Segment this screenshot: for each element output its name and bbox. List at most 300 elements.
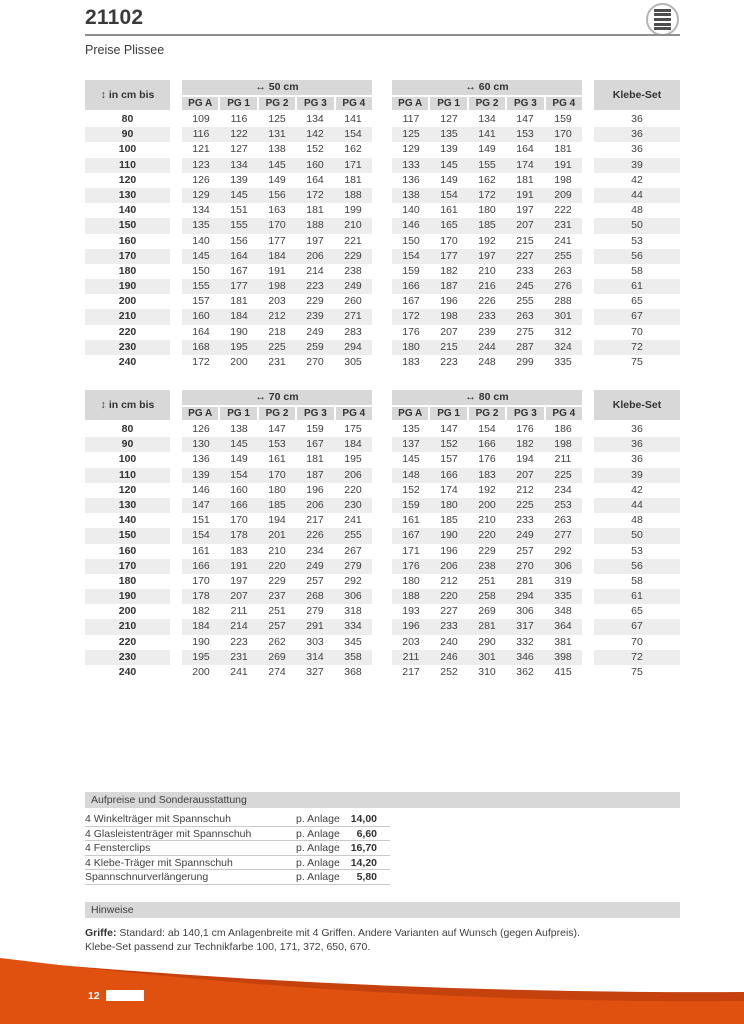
column-gap (372, 158, 392, 173)
surcharge-label: 4 Winkelträger mit Spannschuh (85, 813, 231, 825)
price-cell: 162 (478, 173, 496, 186)
price-cell: 233 (516, 264, 534, 277)
price-cell: 230 (344, 498, 362, 511)
price-cell: 149 (440, 173, 458, 186)
price-cell: 168 (192, 340, 210, 353)
price-cell: 251 (478, 574, 496, 587)
column-gap (170, 158, 182, 173)
price-cell: 139 (192, 468, 210, 481)
price-cell: 234 (306, 544, 324, 557)
price-cell: 181 (554, 143, 572, 156)
klebe-set-header: Klebe-Set (594, 80, 680, 110)
column-gap (170, 574, 182, 589)
height-label: 180 (118, 264, 137, 277)
price-cells (182, 249, 372, 264)
klebe-set-value: 70 (631, 325, 643, 338)
price-cell: 221 (344, 234, 362, 247)
price-cell: 154 (478, 423, 496, 435)
price-cell: 306 (344, 590, 362, 603)
price-cell: 255 (516, 295, 534, 308)
price-cell: 138 (268, 143, 286, 156)
price-cell: 145 (402, 453, 420, 466)
klebe-set-value: 58 (631, 264, 643, 277)
klebe-set-value: 65 (631, 605, 643, 618)
klebe-set-value: 61 (594, 589, 680, 604)
column-gap (372, 188, 392, 203)
price-cell: 154 (192, 529, 210, 542)
price-cell: 142 (306, 128, 324, 141)
price-cell: 212 (516, 483, 534, 496)
price-cells (392, 294, 582, 309)
column-gap (372, 249, 392, 264)
price-cell: 153 (268, 438, 286, 451)
price-cells (392, 589, 582, 604)
price-cell: 129 (402, 143, 420, 156)
column-gap (582, 188, 594, 203)
height-label: 160 (118, 234, 137, 247)
column-gap (372, 390, 392, 420)
price-cell: 225 (554, 468, 572, 481)
price-cell: 288 (554, 295, 572, 308)
column-gap (372, 483, 392, 498)
price-cell: 249 (516, 529, 534, 542)
price-cell: 241 (344, 514, 362, 527)
klebe-set-value: 36 (594, 437, 680, 452)
column-gap (582, 468, 594, 483)
price-cell: 164 (230, 249, 248, 262)
price-cell: 220 (478, 529, 496, 542)
table-row (85, 173, 680, 188)
table-row (85, 498, 680, 513)
price-cell: 249 (306, 559, 324, 572)
price-cell: 141 (478, 128, 496, 141)
column-gap (582, 218, 594, 233)
column-gap (170, 619, 182, 634)
price-cells (182, 437, 372, 452)
price-cell: 303 (306, 635, 324, 648)
price-cell: 327 (306, 666, 324, 678)
price-cell: 116 (192, 128, 210, 141)
price-cells (182, 127, 372, 142)
price-cell: 180 (440, 498, 458, 511)
price-cells (392, 264, 582, 279)
price-cell: 305 (344, 356, 362, 368)
price-cells (392, 528, 582, 543)
price-cell: 269 (478, 605, 496, 618)
column-gap (582, 340, 594, 355)
price-cell: 166 (402, 280, 420, 293)
table-row (85, 528, 680, 543)
price-cell: 167 (306, 438, 324, 451)
price-cell: 172 (402, 310, 420, 323)
column-gap (170, 437, 182, 452)
price-cell: 198 (268, 280, 286, 293)
price-cell: 181 (344, 173, 362, 186)
klebe-set-value: 67 (594, 309, 680, 324)
column-gap (170, 589, 182, 604)
column-gap (582, 249, 594, 264)
price-cell: 203 (402, 635, 420, 648)
price-cell: 200 (192, 666, 210, 678)
price-cell: 220 (268, 559, 286, 572)
price-cell: 292 (554, 544, 572, 557)
price-cell: 317 (516, 620, 534, 633)
height-label: 150 (85, 528, 170, 543)
price-cell: 193 (402, 605, 420, 618)
footer-swoosh (0, 954, 744, 1024)
klebe-set-value: 36 (631, 423, 643, 435)
klebe-set-value: 61 (594, 279, 680, 294)
price-cell: 220 (344, 483, 362, 496)
price-cell: 150 (192, 264, 210, 277)
klebe-set-value: 50 (594, 528, 680, 543)
table-row (85, 574, 680, 589)
klebe-set-value: 50 (594, 218, 680, 233)
price-cell: 269 (268, 650, 286, 663)
price-cells (182, 498, 372, 513)
table-row (85, 264, 680, 279)
price-cell: 220 (440, 590, 458, 603)
price-cell: 233 (478, 310, 496, 323)
price-cell: 161 (192, 544, 210, 557)
price-cell: 301 (478, 650, 496, 663)
price-cell: 312 (554, 325, 572, 338)
klebe-set-value: 48 (631, 204, 643, 217)
surcharge-price: 6,60 (356, 827, 377, 840)
column-gap (372, 589, 392, 604)
price-cell: 233 (516, 514, 534, 527)
price-cell: 121 (192, 143, 210, 156)
klebe-set-value: 56 (594, 559, 680, 574)
price-cell: 151 (192, 514, 210, 527)
price-cells (182, 604, 372, 619)
price-cells (182, 513, 372, 528)
price-cells (392, 544, 582, 559)
height-label: 240 (118, 666, 137, 678)
column-gap (170, 559, 182, 574)
surcharge-price: 14,00 (350, 813, 377, 825)
price-cells (392, 279, 582, 294)
price-cell: 195 (230, 340, 248, 353)
table-row (85, 340, 680, 355)
price-cell: 154 (402, 249, 420, 262)
price-cell: 134 (230, 158, 248, 171)
height-label: 140 (118, 514, 137, 527)
price-group-label: PG 3 (297, 97, 333, 110)
surcharge-row (85, 856, 390, 871)
price-cells (392, 422, 582, 437)
price-cell: 125 (268, 113, 286, 125)
price-cell: 212 (440, 574, 458, 587)
height-label: 170 (85, 559, 170, 574)
table-row (85, 158, 680, 173)
price-cell: 210 (478, 264, 496, 277)
price-cell: 147 (516, 113, 534, 125)
price-group-label: PG 1 (430, 407, 466, 420)
price-cell: 135 (402, 423, 420, 435)
price-cell: 123 (192, 158, 210, 171)
price-cell: 246 (440, 650, 458, 663)
column-gap (170, 80, 182, 110)
price-cell: 147 (268, 423, 286, 435)
price-cell: 145 (192, 249, 210, 262)
price-cell: 364 (554, 620, 572, 633)
price-cell: 117 (402, 113, 420, 125)
price-cell: 249 (344, 280, 362, 293)
surcharges-section (85, 792, 680, 885)
table-row (85, 437, 680, 452)
notes-line-2: Klebe-Set passend zur Technikfarbe 100, 171, 372, 650, 670. (85, 941, 371, 953)
price-cell: 214 (230, 620, 248, 633)
surcharge-unit: p. Anlage (296, 871, 340, 884)
price-cell: 234 (554, 483, 572, 496)
table-row (85, 355, 680, 370)
price-cell: 160 (192, 310, 210, 323)
height-label: 170 (85, 249, 170, 264)
price-cell: 134 (306, 113, 324, 125)
column-gap (582, 483, 594, 498)
column-gap (582, 325, 594, 340)
price-cell: 174 (516, 158, 534, 171)
price-cell: 231 (230, 650, 248, 663)
column-gap (170, 528, 182, 543)
price-cell: 198 (554, 173, 572, 186)
column-gap (170, 390, 182, 420)
table-row (85, 589, 680, 604)
price-cell: 346 (516, 650, 534, 663)
column-gap (372, 325, 392, 340)
column-gap (582, 544, 594, 559)
price-cell: 191 (516, 188, 534, 201)
price-cell: 170 (192, 574, 210, 587)
notes-title: Hinweise (85, 902, 680, 918)
price-group-label: PG 1 (220, 97, 256, 110)
price-cell: 319 (554, 574, 572, 587)
column-gap (372, 650, 392, 665)
price-cell: 211 (230, 605, 248, 618)
price-cell: 181 (230, 295, 248, 308)
price-cell: 159 (554, 113, 572, 125)
price-cell: 281 (478, 620, 496, 633)
footer-logo-placeholder (106, 990, 144, 1001)
price-cell: 163 (268, 204, 286, 217)
footer-swoosh-graphic (0, 954, 744, 1024)
price-cell: 415 (554, 666, 572, 678)
price-cell: 229 (344, 249, 362, 262)
price-cell: 166 (230, 498, 248, 511)
price-cell: 152 (440, 438, 458, 451)
price-cells (392, 498, 582, 513)
price-cell: 299 (516, 356, 534, 368)
price-cell: 248 (478, 356, 496, 368)
column-gap (170, 325, 182, 340)
column-gap (582, 665, 594, 680)
price-cell: 187 (440, 280, 458, 293)
column-gap (170, 142, 182, 157)
price-cell: 177 (268, 234, 286, 247)
price-cell: 290 (478, 635, 496, 648)
price-cell: 131 (268, 128, 286, 141)
column-gap (582, 559, 594, 574)
price-cells (392, 619, 582, 634)
price-cells (182, 544, 372, 559)
price-cell: 217 (306, 514, 324, 527)
price-cell: 139 (440, 143, 458, 156)
price-cell: 180 (268, 483, 286, 496)
klebe-set-value: 72 (594, 650, 680, 665)
price-cells (182, 188, 372, 203)
price-cells (392, 203, 582, 218)
price-cell: 255 (554, 249, 572, 262)
column-gap (372, 142, 392, 157)
price-cells (182, 574, 372, 589)
price-cells (182, 650, 372, 665)
column-gap (170, 422, 182, 437)
column-gap (170, 635, 182, 650)
price-cell: 126 (192, 173, 210, 186)
width-group-title: ↔ 50 cm (182, 80, 372, 95)
column-gap (170, 498, 182, 513)
width-group-title: ↔ 70 cm (182, 390, 372, 405)
column-gap (170, 355, 182, 370)
table-row (85, 112, 680, 127)
table-row (85, 635, 680, 650)
price-cell: 218 (268, 325, 286, 338)
price-cell: 345 (344, 635, 362, 648)
surcharge-price: 16,70 (350, 842, 377, 855)
price-cell: 225 (516, 498, 534, 511)
price-cells (392, 142, 582, 157)
price-cell: 358 (344, 650, 362, 663)
price-cell: 245 (516, 280, 534, 293)
price-cell: 271 (344, 310, 362, 323)
height-label: 230 (85, 340, 170, 355)
price-cell: 244 (478, 340, 496, 353)
price-cell: 180 (402, 574, 420, 587)
price-cell: 206 (306, 498, 324, 511)
column-gap (372, 218, 392, 233)
table-row (85, 604, 680, 619)
price-cells (392, 340, 582, 355)
klebe-set-value: 53 (631, 234, 643, 247)
column-gap (582, 279, 594, 294)
price-cells (392, 483, 582, 498)
klebe-set-value: 42 (631, 483, 643, 496)
column-gap (372, 528, 392, 543)
price-table-50-60 (85, 80, 680, 370)
price-cell: 178 (192, 590, 210, 603)
price-cells (392, 309, 582, 324)
price-cell: 157 (440, 453, 458, 466)
price-cells (182, 112, 372, 127)
price-cell: 129 (192, 188, 210, 201)
notes-section (85, 902, 680, 954)
price-cell: 194 (268, 514, 286, 527)
price-cell: 206 (440, 559, 458, 572)
price-group-label: PG A (392, 407, 428, 420)
width-group-header (182, 390, 372, 420)
price-cell: 198 (440, 310, 458, 323)
price-cell: 164 (516, 143, 534, 156)
price-cell: 194 (516, 453, 534, 466)
price-cell: 196 (440, 544, 458, 557)
column-gap (372, 264, 392, 279)
price-cell: 183 (478, 468, 496, 481)
price-table-70-80 (85, 390, 680, 680)
price-cell: 155 (230, 219, 248, 232)
price-cell: 140 (192, 234, 210, 247)
price-cell: 324 (554, 340, 572, 353)
price-cell: 167 (402, 529, 420, 542)
price-cell: 130 (192, 438, 210, 451)
surcharge-unit: p. Anlage (296, 842, 340, 855)
price-cell: 239 (478, 325, 496, 338)
price-cell: 182 (516, 438, 534, 451)
price-cell: 162 (344, 143, 362, 156)
price-cell: 223 (306, 280, 324, 293)
column-gap (582, 604, 594, 619)
price-cell: 176 (402, 559, 420, 572)
price-cell: 197 (306, 234, 324, 247)
column-gap (372, 544, 392, 559)
column-gap (372, 355, 392, 370)
price-cell: 275 (516, 325, 534, 338)
price-cells (392, 437, 582, 452)
klebe-set-value: 58 (631, 574, 643, 587)
price-cell: 141 (344, 113, 362, 125)
price-cell: 180 (478, 204, 496, 217)
price-cell: 283 (344, 325, 362, 338)
price-cell: 180 (402, 340, 420, 353)
price-cells (182, 218, 372, 233)
price-cell: 166 (440, 468, 458, 481)
price-cell: 210 (344, 219, 362, 232)
surcharge-unit: p. Anlage (296, 827, 340, 840)
price-cell: 172 (192, 356, 210, 368)
column-gap (582, 635, 594, 650)
price-cell: 191 (268, 264, 286, 277)
column-gap (170, 483, 182, 498)
price-cell: 253 (554, 498, 572, 511)
price-cell: 348 (554, 605, 572, 618)
column-gap (372, 437, 392, 452)
height-label: 90 (85, 127, 170, 142)
price-cells (392, 604, 582, 619)
price-cell: 279 (344, 559, 362, 572)
price-group-label: PG 4 (336, 97, 372, 110)
plissee-blind-icon (646, 3, 679, 36)
price-cell: 122 (230, 128, 248, 141)
price-cell: 155 (478, 158, 496, 171)
price-cell: 332 (516, 635, 534, 648)
price-cell: 135 (440, 128, 458, 141)
notes-line-1-rest: Standard: ab 140,1 cm Anlagenbreite mit 4 Griffen. Andere Varianten auf Wunsch (gegen Aufpreis). (116, 927, 580, 939)
price-cells (182, 589, 372, 604)
price-cell: 259 (306, 340, 324, 353)
column-gap (582, 309, 594, 324)
price-cell: 116 (230, 113, 248, 125)
price-group-label: PG 3 (507, 407, 543, 420)
price-cell: 178 (230, 529, 248, 542)
price-cell: 222 (554, 204, 572, 217)
price-cell: 270 (306, 356, 324, 368)
column-gap (372, 309, 392, 324)
height-label: 210 (85, 619, 170, 634)
column-gap (582, 112, 594, 127)
price-cell: 126 (192, 423, 210, 435)
price-cell: 211 (554, 453, 572, 466)
column-gap (372, 294, 392, 309)
